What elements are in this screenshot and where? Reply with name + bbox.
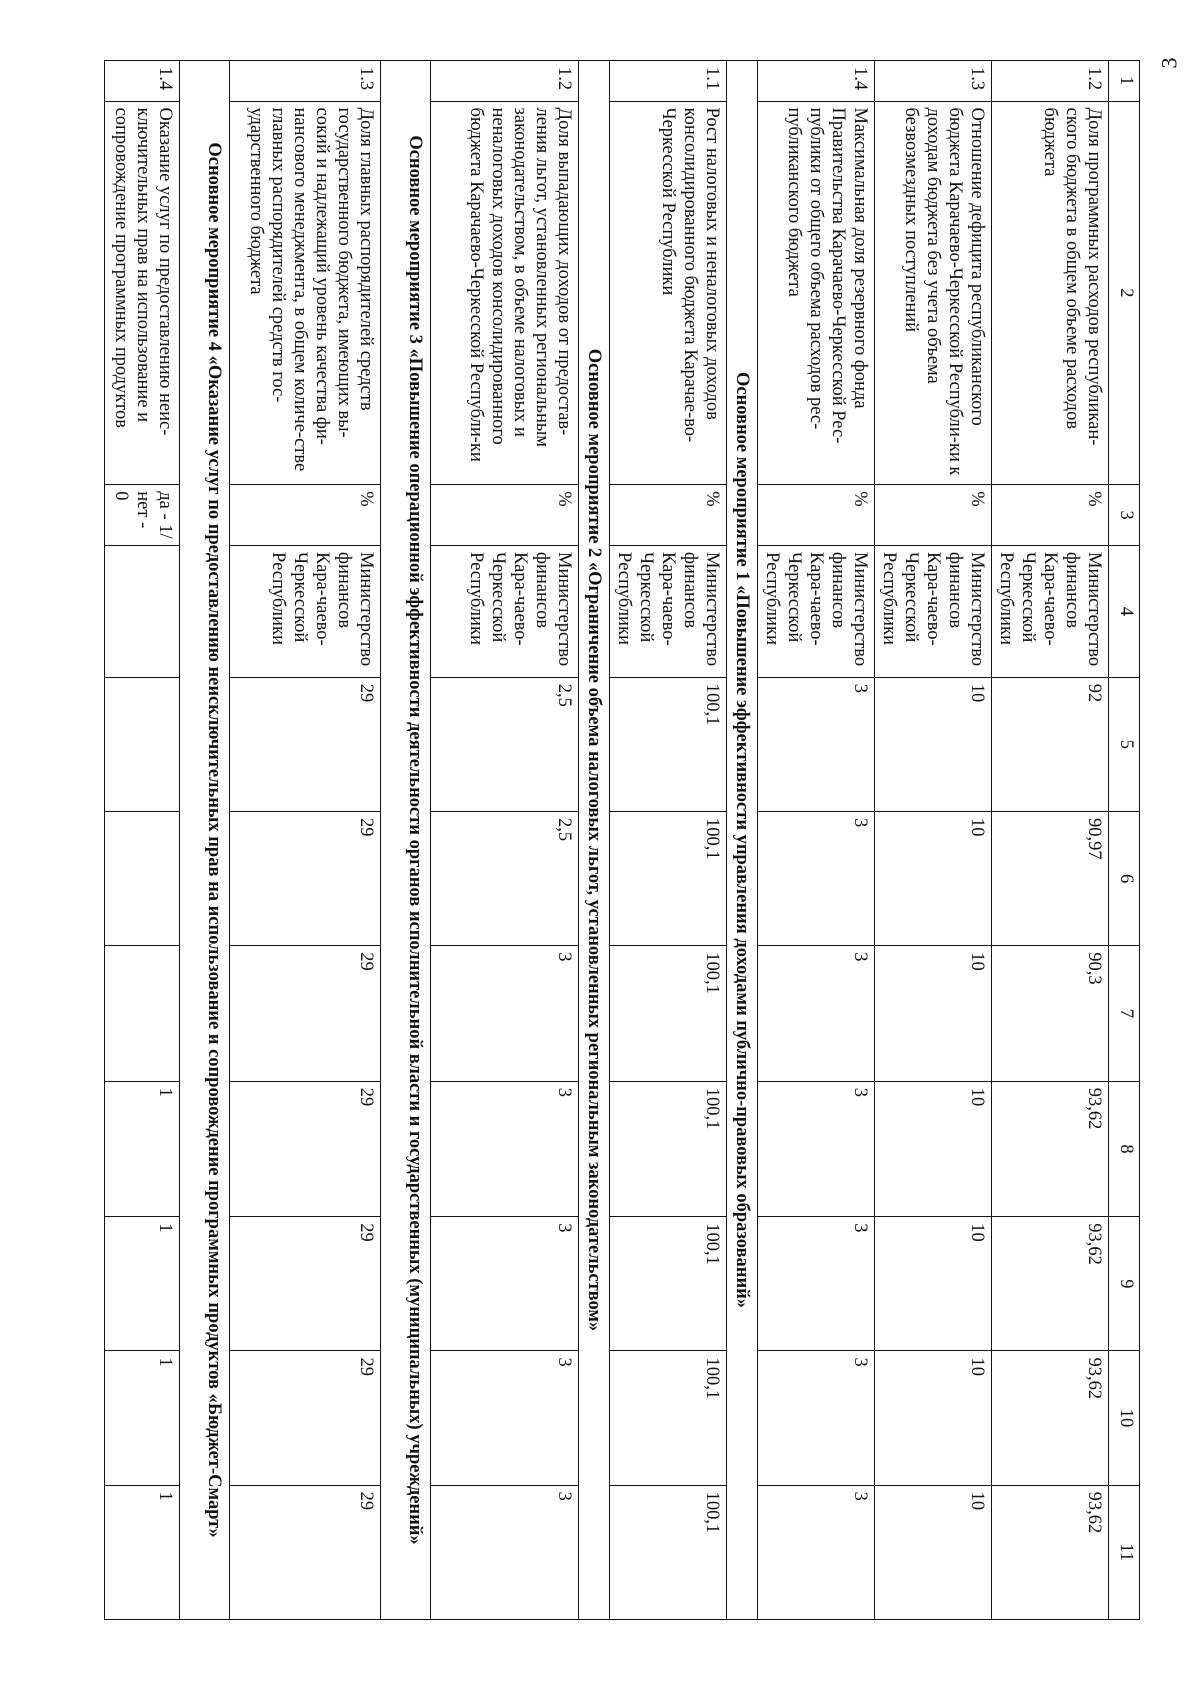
- table-cell: Министерство финансов Кара-чаево-Черкесской Республики: [610, 546, 727, 678]
- table-cell: 3: [431, 1485, 579, 1619]
- section-row: [579, 61, 610, 1620]
- section-title: Основное мероприятие 1 «Повышение эффективности управления доходами публично-правовых образований»: [727, 61, 758, 1620]
- table-cell: 1: [105, 1351, 180, 1485]
- column-number: 3: [1109, 485, 1140, 546]
- table-cell: 3: [758, 1081, 875, 1217]
- table-cell: 3: [758, 677, 875, 811]
- table-cell: 29: [230, 677, 381, 811]
- table-cell: 1.4: [105, 61, 180, 102]
- table-row: [610, 61, 727, 1620]
- table-cell: 3: [431, 1351, 579, 1485]
- table-cell: 90,97: [992, 811, 1109, 945]
- section-title: Основное мероприятие 4 «Оказание услуг по предоставлению неисключительных прав на использование и сопровождение программных продуктов «Бюджет-Смарт»: [180, 61, 230, 1620]
- table-cell: [105, 811, 180, 945]
- table-cell: [105, 546, 180, 678]
- table-row: [875, 61, 992, 1620]
- table-cell: 1.3: [230, 61, 381, 102]
- table-cell: 1.3: [875, 61, 992, 102]
- table-cell: 10: [875, 1351, 992, 1485]
- table-cell: 93,62: [992, 1081, 1109, 1217]
- table-cell: 10: [875, 1081, 992, 1217]
- column-number: 5: [1109, 677, 1140, 811]
- rotated-table-page: [90, 60, 1140, 1620]
- indicators-table: [104, 60, 1140, 1620]
- table-cell: 1.1: [610, 61, 727, 102]
- table-cell: 3: [758, 1351, 875, 1485]
- table-cell: 10: [875, 946, 992, 1082]
- table-cell: Рост налоговых и неналоговых доходов консолидированного бюджета Карачае-во-Черкесской Республики: [610, 101, 727, 485]
- table-cell: %: [875, 485, 992, 546]
- column-number: 6: [1109, 811, 1140, 945]
- column-number: 1: [1109, 61, 1140, 102]
- table-cell: 29: [230, 946, 381, 1082]
- table-cell: %: [230, 485, 381, 546]
- table-cell: 1: [105, 1217, 180, 1351]
- section-row: [381, 61, 431, 1620]
- table-cell: 29: [230, 1081, 381, 1217]
- table-cell: 100,1: [610, 1351, 727, 1485]
- section-row: [180, 61, 230, 1620]
- section-row: [727, 61, 758, 1620]
- column-number: 10: [1109, 1351, 1140, 1485]
- table-cell: 1.2: [992, 61, 1109, 102]
- table-cell: 93,62: [992, 1351, 1109, 1485]
- table-cell: [105, 677, 180, 811]
- column-number: 2: [1109, 101, 1140, 485]
- table-cell: 3: [431, 1217, 579, 1351]
- table-cell: 93,62: [992, 1485, 1109, 1619]
- table-cell: 3: [758, 1217, 875, 1351]
- table-cell: 100,1: [610, 946, 727, 1082]
- table-cell: Министерство финансов Кара-чаево-Черкесской Республики: [992, 546, 1109, 678]
- table-cell: 2,5: [431, 811, 579, 945]
- column-number: 4: [1109, 546, 1140, 678]
- table-cell: 100,1: [610, 811, 727, 945]
- table-cell: %: [610, 485, 727, 546]
- table-cell: Максимальная доля резервного фонда Правительства Карачаево-Черкесской Рес-публики от общего объема расходов рес-публиканского бюджета: [758, 101, 875, 485]
- column-number: 8: [1109, 1081, 1140, 1217]
- table-row: [992, 61, 1109, 1620]
- table-cell: да - 1/ нет - 0: [105, 485, 180, 546]
- table-body: [105, 61, 1140, 1620]
- table-cell: Доля программных расходов республикан-ского бюджета в общем объеме расходов бюджета: [992, 101, 1109, 485]
- column-number: 11: [1109, 1485, 1140, 1619]
- table-cell: %: [431, 485, 579, 546]
- table-cell: Доля выпадающих доходов от предостав-ления льгот, установленных региональным законодательством, в объеме налоговых и неналоговых доходов консолидированного бюджета Карачаево-Черкесской Республи-ки: [431, 101, 579, 485]
- page-number: 3: [1156, 57, 1182, 69]
- table-cell: 1: [105, 1485, 180, 1619]
- table-cell: 29: [230, 811, 381, 945]
- table-cell: Оказание услуг по предоставлению неис-ключительных прав на использование и сопровождение программных продуктов: [105, 101, 180, 485]
- table-cell: 100,1: [610, 1081, 727, 1217]
- table-row: [230, 61, 381, 1620]
- table-cell: 2,5: [431, 677, 579, 811]
- table-cell: 10: [875, 811, 992, 945]
- table-cell: 3: [431, 1081, 579, 1217]
- table-cell: 1.2: [431, 61, 579, 102]
- table-cell: 29: [230, 1351, 381, 1485]
- table-cell: 29: [230, 1217, 381, 1351]
- table-cell: 10: [875, 1485, 992, 1619]
- table-row: [431, 61, 579, 1620]
- column-number: 7: [1109, 946, 1140, 1082]
- section-title: Основное мероприятие 2 «Ограничение объема налоговых льгот, установленных региональным законодательством»: [579, 61, 610, 1620]
- table-cell: 92: [992, 677, 1109, 811]
- table-cell: 3: [758, 1485, 875, 1619]
- table-cell: 3: [758, 811, 875, 945]
- table-cell: 3: [431, 946, 579, 1082]
- table-cell: 90,3: [992, 946, 1109, 1082]
- table-cell: 93,62: [992, 1217, 1109, 1351]
- table-row: [758, 61, 875, 1620]
- table-cell: %: [758, 485, 875, 546]
- table-cell: Отношение дефицита республиканского бюджета Карачаево-Черкесской Республи-ки к доходам бюджета без учета объема безвозмездных поступлений: [875, 101, 992, 485]
- table-cell: %: [992, 485, 1109, 546]
- table-cell: 3: [758, 946, 875, 1082]
- table-cell: 100,1: [610, 1217, 727, 1351]
- table-cell: 10: [875, 677, 992, 811]
- table-cell: 100,1: [610, 677, 727, 811]
- table-cell: 10: [875, 1217, 992, 1351]
- table-cell: Доля главных распорядителей средств государственного бюджета, имеющих вы-сокий и надлежащий уровень качества фи-нансового менеджмента, в общем количе-стве главных распорядителей средств гос-ударственного бюджета: [230, 101, 381, 485]
- table-row: [105, 61, 180, 1620]
- section-title: Основное мероприятие 3 «Повышение операционной эффективности деятельности органов исполнительной власти и государственных (муниципальных) учреждений»: [381, 61, 431, 1620]
- table-cell: 29: [230, 1485, 381, 1619]
- table-cell: 100,1: [610, 1485, 727, 1619]
- table-cell: Министерство финансов Кара-чаево-Черкесской Республики: [431, 546, 579, 678]
- table-cell: 1.4: [758, 61, 875, 102]
- column-number: 9: [1109, 1217, 1140, 1351]
- table-cell: Министерство финансов Кара-чаево-Черкесской Республики: [758, 546, 875, 678]
- table-cell: Министерство финансов Кара-чаево-Черкесской Республики: [875, 546, 992, 678]
- table-cell: [105, 946, 180, 1082]
- table-cell: Министерство финансов Кара-чаево-Черкесской Республики: [230, 546, 381, 678]
- column-number-row: [1109, 61, 1140, 1620]
- table-cell: 1: [105, 1081, 180, 1217]
